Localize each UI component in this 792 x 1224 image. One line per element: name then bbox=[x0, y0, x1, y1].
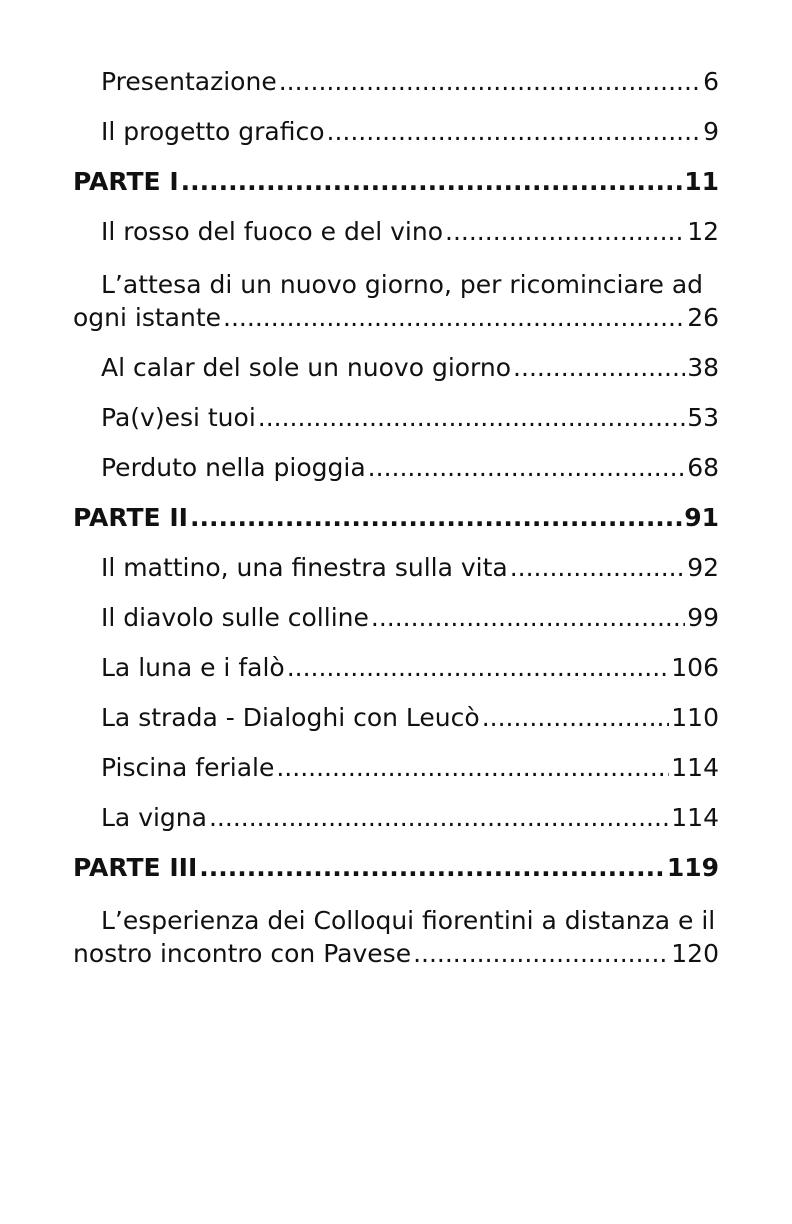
dot-leader bbox=[368, 453, 686, 482]
dot-leader bbox=[327, 117, 702, 146]
dot-leader bbox=[279, 67, 701, 96]
toc-page-number: 99 bbox=[687, 603, 719, 632]
toc-entry-title: Il mattino, una finestra sulla vita bbox=[101, 553, 508, 582]
toc-part-title: PARTE I bbox=[73, 167, 179, 196]
dot-leader bbox=[190, 503, 682, 532]
toc-entry bbox=[73, 553, 719, 603]
toc-entry bbox=[73, 803, 719, 853]
toc-entry bbox=[73, 267, 719, 353]
toc-entry bbox=[73, 453, 719, 503]
toc-entry bbox=[73, 217, 719, 267]
toc-page-number: 11 bbox=[684, 167, 719, 196]
dot-leader bbox=[513, 353, 685, 382]
dot-leader bbox=[445, 217, 685, 246]
toc-entry-title: Il diavolo sulle colline bbox=[101, 603, 369, 632]
toc-entry-title: La luna e i falò bbox=[101, 653, 285, 682]
toc-entry-title: Perduto nella pioggia bbox=[101, 453, 366, 482]
toc-page-number: 6 bbox=[703, 67, 719, 96]
toc-page-number: 114 bbox=[671, 803, 719, 832]
dot-leader bbox=[209, 803, 669, 832]
toc-part-title: PARTE III bbox=[73, 853, 198, 882]
toc-entry-title-line1: L’esperienza dei Colloqui fiorentini a distanza e il bbox=[101, 906, 716, 935]
dot-leader bbox=[287, 653, 670, 682]
toc-page-number: 12 bbox=[687, 217, 719, 246]
toc-entry bbox=[73, 903, 719, 989]
toc-entry-title: Presentazione bbox=[101, 67, 277, 96]
toc-entry bbox=[73, 753, 719, 803]
toc-page-number: 68 bbox=[687, 453, 719, 482]
toc-part-heading bbox=[73, 853, 719, 903]
toc-page-number: 120 bbox=[671, 939, 719, 968]
dot-leader bbox=[276, 753, 669, 782]
toc-entry bbox=[73, 653, 719, 703]
toc-entry-title: La strada - Dialoghi con Leucò bbox=[101, 703, 480, 732]
toc-entry-title: Pa(v)esi tuoi bbox=[101, 403, 256, 432]
toc-entry-title: La vigna bbox=[101, 803, 207, 832]
dot-leader bbox=[371, 603, 685, 632]
toc-page-number: 9 bbox=[703, 117, 719, 146]
table-of-contents bbox=[73, 67, 719, 989]
toc-entry bbox=[73, 67, 719, 117]
toc-entry bbox=[73, 353, 719, 403]
dot-leader bbox=[413, 939, 669, 968]
toc-entry-title-line1: L’attesa di un nuovo giorno, per ricominciare ad bbox=[101, 270, 704, 299]
toc-entry-title: nostro incontro con Pavese bbox=[73, 939, 412, 968]
toc-entry-title: Il rosso del fuoco e del vino bbox=[101, 217, 444, 246]
toc-entry bbox=[73, 703, 719, 753]
dot-leader bbox=[258, 403, 685, 432]
toc-page-number: 91 bbox=[684, 503, 719, 532]
toc-page-number: 110 bbox=[671, 703, 719, 732]
toc-page-number: 53 bbox=[687, 403, 719, 432]
toc-entry bbox=[73, 603, 719, 653]
toc-part-heading bbox=[73, 167, 719, 217]
toc-page-number: 106 bbox=[671, 653, 719, 682]
toc-entry-title: ogni istante bbox=[73, 303, 222, 332]
toc-page-number: 114 bbox=[671, 753, 719, 782]
dot-leader bbox=[199, 853, 665, 882]
toc-entry-title: Al calar del sole un nuovo giorno bbox=[101, 353, 512, 382]
toc-page-number: 26 bbox=[687, 303, 719, 332]
dot-leader bbox=[223, 303, 685, 332]
toc-entry-title: Il progetto grafico bbox=[101, 117, 325, 146]
toc-page-number: 38 bbox=[687, 353, 719, 382]
dot-leader bbox=[181, 167, 683, 196]
toc-entry bbox=[73, 403, 719, 453]
toc-page-number: 92 bbox=[687, 553, 719, 582]
dot-leader bbox=[482, 703, 670, 732]
toc-part-title: PARTE II bbox=[73, 503, 188, 532]
toc-part-heading bbox=[73, 503, 719, 553]
dot-leader bbox=[510, 553, 685, 582]
toc-entry bbox=[73, 117, 719, 167]
toc-entry-title: Piscina feriale bbox=[101, 753, 275, 782]
toc-page-number: 119 bbox=[666, 853, 719, 882]
